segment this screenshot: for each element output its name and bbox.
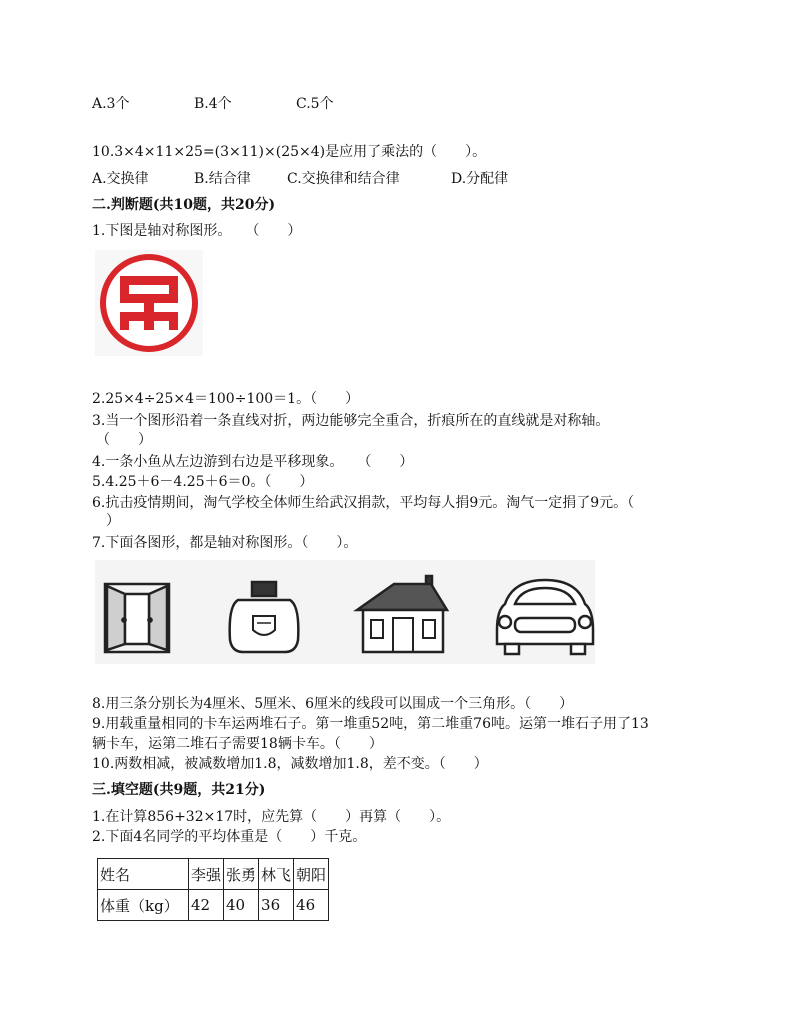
table-cell: 42: [189, 890, 224, 921]
table-cell: 36: [259, 890, 294, 921]
table-cell: 朝阳: [294, 859, 329, 890]
q10-option-c: C.交换律和结合律: [287, 171, 400, 187]
q10-text: 10.3×4×11×25=(3×11)×(25×4)是应用了乘法的（ ）。: [92, 144, 487, 160]
s2-item-3: 3.当一个图形沿着一条直线对折，两边能够完全重合，折痕所在的直线就是对称轴。: [92, 413, 610, 429]
s2-item-9: 9.用载重量相同的卡车运两堆石子。第一堆重52吨，第二堆重76吨。运第一堆石子用了13: [92, 716, 649, 732]
car-figure: [497, 580, 593, 654]
section3-title: 三.填空题(共9题，共21分): [92, 782, 266, 798]
s2-item-3-bracket: （ ）: [96, 432, 152, 448]
table-cell: 46: [294, 890, 329, 921]
s2-item-1: 1.下图是轴对称图形。 （ ）: [92, 223, 302, 239]
q10-option-b: B.结合律: [194, 171, 251, 187]
s3-item-2: 2.下面4名同学的平均体重是（ ）千克。: [92, 829, 367, 845]
table-cell: 体重（kg）: [98, 890, 189, 921]
s2-item-6-bracket: ）: [106, 513, 120, 529]
section2-title: 二.判断题(共10题，共20分): [92, 197, 276, 213]
q9-option-c: C.5个: [296, 96, 334, 112]
table-header-row: [98, 859, 329, 890]
table-cell: 林飞: [259, 859, 294, 890]
s2-item-8: 8.用三条分别长为4厘米、5厘米、6厘米的线段可以围成一个三角形。（ ）: [92, 696, 574, 712]
table-row: [98, 890, 329, 921]
s3-item-1: 1.在计算856+32×17时，应先算（ ）再算（ ）。: [92, 809, 451, 825]
q10-option-d: D.分配律: [451, 171, 509, 187]
q9-option-b: B.4个: [194, 96, 232, 112]
s2-item-5: 5.4.25＋6－4.25＋6＝0。（ ）: [92, 474, 314, 490]
table-cell: 张勇: [224, 859, 259, 890]
table-cell: 40: [224, 890, 259, 921]
weight-table: [97, 858, 329, 921]
s2-item-9-cont: 辆卡车，运第二堆石子需要18辆卡车。（ ）: [92, 736, 383, 752]
s2-item-7: 7.下面各图形，都是轴对称图形。（ ）。: [92, 535, 358, 551]
q10-option-a: A.交换律: [92, 171, 149, 187]
q7-figures: [95, 560, 595, 664]
s2-item-2: 2.25×4÷25×4＝100÷100＝1。（ ）: [92, 391, 360, 407]
s2-item-6: 6.抗击疫情期间，淘气学校全体师生给武汉捐款，平均每人捐9元。淘气一定捐了9元。（: [92, 495, 635, 511]
bank-logo-figure: [95, 250, 203, 356]
table-cell: 姓名: [98, 859, 189, 890]
door-figure: [105, 584, 169, 652]
table-cell: 李强: [189, 859, 224, 890]
s2-item-4: 4.一条小鱼从左边游到右边是平移现象。 （ ）: [92, 454, 414, 470]
s2-item-10: 10.两数相减，被减数增加1.8，减数增加1.8，差不变。（ ）: [92, 756, 488, 772]
q9-option-a: A.3个: [92, 96, 130, 112]
